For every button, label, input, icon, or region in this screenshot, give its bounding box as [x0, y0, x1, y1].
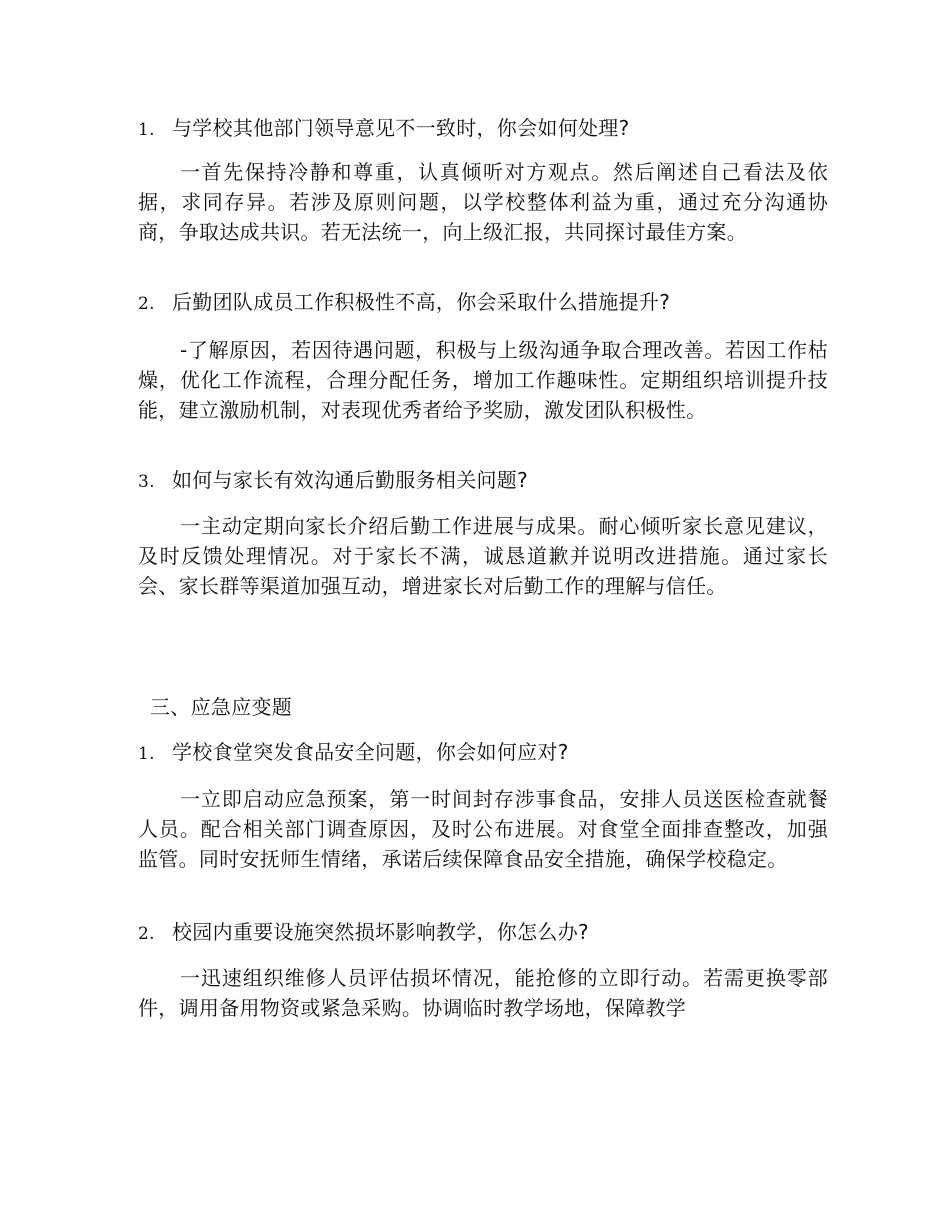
- question-1-heading: [138, 113, 828, 145]
- answer-2: -了解原因，若因待遇问题，积极与上级沟通争取合理改善。若因工作枯燥，优化工作流程，合理分配任务，增加工作趣味性。定期组织培训提升技能，建立激励机制，对表现优秀者给予奖励，激发团队积极性。: [138, 338, 828, 422]
- answer-4: 一立即启动应急预案，第一时间封存涉事食品，安排人员送医检查就餐人员。配合相关部门调查原因，及时公布进展。对食堂全面排查整改，加强监管。同时安抚师生情绪，承诺后续保障食品安全措施，确保学校稳定。: [138, 787, 828, 871]
- answer-3: 一主动定期向家长介绍后勤工作进展与成果。耐心倾听家长意见建议，及时反馈处理情况。对于家长不满，诚恳道歉并说明改进措施。通过家长会、家长群等渠道加强互动，增进家长对后勤工作的理解与信任。: [138, 514, 828, 598]
- answer-5: 一迅速组织维修人员评估损坏情况，能抢修的立即行动。若需更换零部件，调用备用物资或紧急采购。协调临时教学场地，保障教学: [138, 966, 828, 1020]
- question-text: 与学校其他部门领导意见不一致时，你会如何处理?: [172, 116, 630, 140]
- answer-1: 一首先保持冷静和尊重，认真倾听对方观点。然后阐述自己看法及依据，求同存异。若涉及原则问题，以学校整体利益为重，通过充分沟通协商，争取达成共识。若无法统一，向上级汇报，共同探讨最佳方案。: [138, 160, 828, 244]
- question-number: 1.: [138, 120, 155, 140]
- question-3-heading: [138, 465, 828, 497]
- section-title: 三、应急应变题: [150, 695, 293, 719]
- question-4-heading: [138, 737, 828, 769]
- question-number: 1.: [138, 744, 155, 764]
- question-text: 如何与家长有效沟通后勤服务相关问题?: [172, 468, 529, 492]
- question-2-heading: [138, 287, 828, 319]
- question-text: 后勤团队成员工作积极性不高，你会采取什么措施提升?: [172, 290, 671, 314]
- question-number: 2.: [138, 294, 155, 314]
- question-5-heading: [138, 917, 828, 949]
- question-number: 2.: [138, 924, 155, 944]
- question-text: 校园内重要设施突然损坏影响教学，你怎么办?: [172, 920, 589, 944]
- question-text: 学校食堂突发食品安全问题，你会如何应对?: [172, 740, 569, 764]
- question-number: 3.: [138, 472, 155, 492]
